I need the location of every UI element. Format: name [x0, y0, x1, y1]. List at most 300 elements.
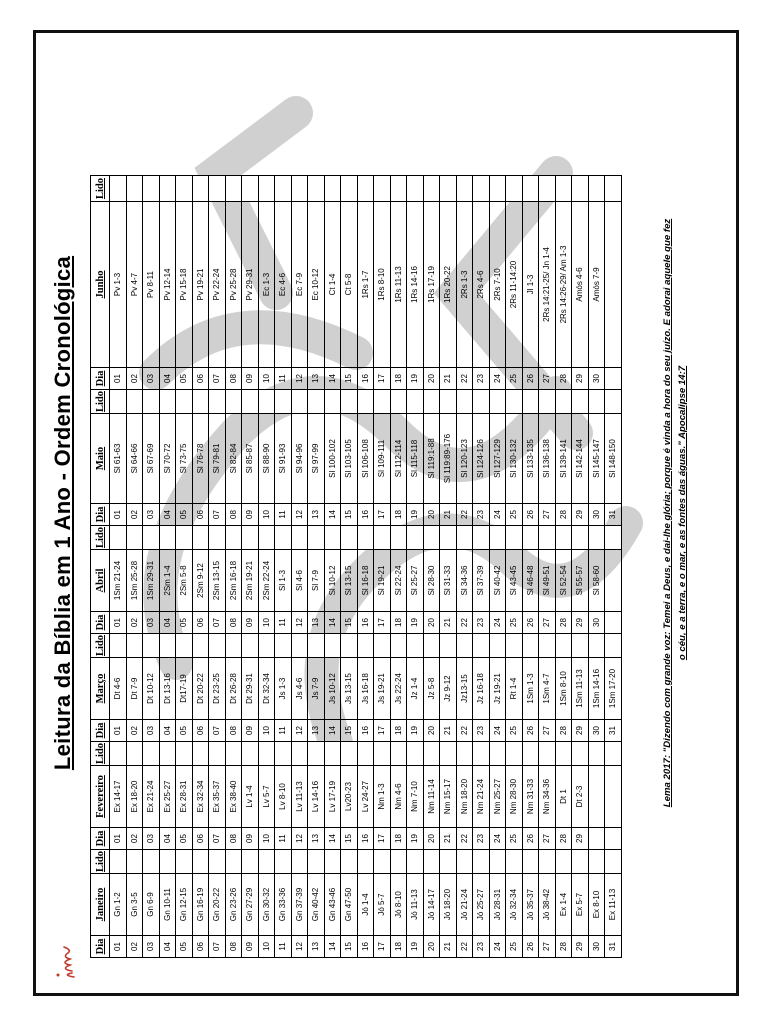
day-cell: 30 — [588, 368, 605, 390]
day-cell: 01 — [110, 720, 127, 742]
reading-cell: Pv 12-14 — [159, 202, 176, 368]
header-dia: Dia — [91, 612, 110, 634]
lido-checkbox[interactable] — [539, 742, 556, 766]
lido-checkbox[interactable] — [258, 176, 275, 202]
lido-checkbox[interactable] — [555, 526, 572, 550]
lido-checkbox[interactable] — [275, 634, 292, 658]
lido-checkbox[interactable] — [291, 634, 308, 658]
reading-cell: Jz 16-18 — [473, 658, 490, 720]
table-row — [324, 176, 341, 958]
lido-checkbox[interactable] — [258, 390, 275, 414]
lido-checkbox[interactable] — [539, 526, 556, 550]
reading-cell: Jó 18-20 — [440, 874, 457, 936]
lido-checkbox[interactable] — [473, 526, 490, 550]
lido-checkbox[interactable] — [456, 176, 473, 202]
reading-cell: Ex 14-17 — [110, 766, 127, 828]
lido-checkbox[interactable] — [506, 176, 523, 202]
day-cell: 14 — [324, 368, 341, 390]
day-cell: 29 — [572, 720, 589, 742]
lido-checkbox[interactable] — [539, 850, 556, 874]
lido-checkbox[interactable] — [308, 850, 325, 874]
lido-checkbox[interactable] — [605, 526, 622, 550]
day-cell: 08 — [225, 828, 242, 850]
lido-checkbox[interactable] — [324, 390, 341, 414]
lido-checkbox[interactable] — [242, 742, 259, 766]
day-cell: 23 — [473, 612, 490, 634]
day-cell: 25 — [506, 936, 523, 958]
lido-checkbox[interactable] — [539, 176, 556, 202]
reading-cell: Ct 5-8 — [341, 202, 358, 368]
reading-cell: Nm 21-24 — [473, 766, 490, 828]
lido-checkbox[interactable] — [456, 850, 473, 874]
lido-checkbox[interactable] — [555, 634, 572, 658]
lido-checkbox[interactable] — [242, 634, 259, 658]
lido-checkbox[interactable] — [423, 742, 440, 766]
lido-checkbox[interactable] — [374, 850, 391, 874]
reading-cell: Sl 34-36 — [456, 550, 473, 612]
lido-checkbox[interactable] — [588, 850, 605, 874]
lido-checkbox[interactable] — [143, 390, 160, 414]
lido-checkbox[interactable] — [258, 634, 275, 658]
lido-checkbox[interactable] — [407, 742, 424, 766]
lido-checkbox[interactable] — [374, 742, 391, 766]
lido-checkbox[interactable] — [605, 390, 622, 414]
lido-checkbox[interactable] — [324, 634, 341, 658]
lido-checkbox[interactable] — [176, 390, 193, 414]
day-cell: 18 — [390, 828, 407, 850]
day-cell: 12 — [291, 368, 308, 390]
reading-cell: Jl 1-3 — [522, 202, 539, 368]
lido-checkbox[interactable] — [407, 850, 424, 874]
lido-checkbox[interactable] — [291, 390, 308, 414]
lido-checkbox[interactable] — [390, 742, 407, 766]
lido-checkbox[interactable] — [440, 850, 457, 874]
reading-cell: Jz 9-12 — [440, 658, 457, 720]
lido-checkbox[interactable] — [242, 176, 259, 202]
reading-cell: Jó 32-34 — [506, 874, 523, 936]
day-cell: 11 — [275, 936, 292, 958]
lido-checkbox[interactable] — [357, 176, 374, 202]
day-cell: 15 — [341, 504, 358, 526]
day-cell: 16 — [357, 720, 374, 742]
reading-cell: Ec 10-12 — [308, 202, 325, 368]
lido-checkbox[interactable] — [473, 390, 490, 414]
lido-checkbox[interactable] — [423, 850, 440, 874]
lido-checkbox[interactable] — [390, 390, 407, 414]
table-row — [242, 176, 259, 958]
table-row — [357, 176, 374, 958]
reading-cell: Dt 26-28 — [225, 658, 242, 720]
lido-checkbox[interactable] — [506, 850, 523, 874]
reading-cell: Ex 11-13 — [605, 874, 622, 936]
lido-checkbox[interactable] — [341, 526, 358, 550]
lido-checkbox[interactable] — [192, 176, 209, 202]
lido-checkbox[interactable] — [555, 390, 572, 414]
reading-cell: Jó 35-37 — [522, 874, 539, 936]
header-month: Fevereiro — [91, 766, 110, 828]
lido-checkbox[interactable] — [110, 526, 127, 550]
lido-checkbox[interactable] — [159, 390, 176, 414]
lido-checkbox[interactable] — [374, 526, 391, 550]
day-cell: 09 — [242, 504, 259, 526]
lido-checkbox[interactable] — [440, 634, 457, 658]
lido-checkbox[interactable] — [473, 742, 490, 766]
lido-checkbox[interactable] — [572, 634, 589, 658]
reading-cell: Sl 46-48 — [522, 550, 539, 612]
lido-checkbox[interactable] — [489, 390, 506, 414]
lido-checkbox[interactable] — [192, 390, 209, 414]
reading-cell: Sl 7-9 — [308, 550, 325, 612]
lido-checkbox[interactable] — [572, 742, 589, 766]
lido-checkbox[interactable] — [192, 526, 209, 550]
lido-checkbox[interactable] — [572, 526, 589, 550]
lido-checkbox[interactable] — [275, 850, 292, 874]
lido-checkbox[interactable] — [506, 526, 523, 550]
day-cell: 15 — [341, 612, 358, 634]
lido-checkbox[interactable] — [390, 526, 407, 550]
lido-checkbox[interactable] — [572, 176, 589, 202]
day-cell: 25 — [506, 720, 523, 742]
day-cell: 15 — [341, 368, 358, 390]
lido-checkbox[interactable] — [555, 176, 572, 202]
lido-checkbox[interactable] — [605, 634, 622, 658]
lido-checkbox[interactable] — [225, 390, 242, 414]
reading-cell: Lv 1-4 — [242, 766, 259, 828]
table-body — [110, 176, 622, 958]
lido-checkbox[interactable] — [605, 742, 622, 766]
reading-plan-table — [90, 175, 622, 958]
lido-checkbox[interactable] — [489, 176, 506, 202]
lido-checkbox[interactable] — [522, 176, 539, 202]
lido-checkbox[interactable] — [225, 176, 242, 202]
lido-checkbox[interactable] — [209, 526, 226, 550]
lido-checkbox[interactable] — [308, 526, 325, 550]
reading-cell: Sl 127-129 — [489, 414, 506, 504]
lido-checkbox[interactable] — [159, 634, 176, 658]
lido-checkbox[interactable] — [456, 390, 473, 414]
day-cell: 06 — [192, 828, 209, 850]
day-cell: 28 — [555, 720, 572, 742]
lido-checkbox[interactable] — [176, 526, 193, 550]
lido-checkbox[interactable] — [440, 390, 457, 414]
lido-checkbox[interactable] — [143, 850, 160, 874]
lido-checkbox[interactable] — [357, 850, 374, 874]
lido-checkbox[interactable] — [357, 526, 374, 550]
lido-checkbox[interactable] — [456, 526, 473, 550]
day-cell: 26 — [522, 612, 539, 634]
table-row — [192, 176, 209, 958]
lido-checkbox[interactable] — [275, 742, 292, 766]
reading-cell: 2Sm 19-21 — [242, 550, 259, 612]
lido-checkbox[interactable] — [374, 390, 391, 414]
lido-checkbox[interactable] — [390, 850, 407, 874]
lido-checkbox[interactable] — [176, 634, 193, 658]
lido-checkbox[interactable] — [110, 176, 127, 202]
lido-checkbox[interactable] — [192, 850, 209, 874]
lido-checkbox[interactable] — [258, 850, 275, 874]
lido-checkbox[interactable] — [407, 526, 424, 550]
lido-checkbox[interactable] — [473, 176, 490, 202]
reading-cell: Ex 18-20 — [126, 766, 143, 828]
reading-cell: Ex 5-7 — [572, 874, 589, 936]
lido-checkbox[interactable] — [506, 634, 523, 658]
lido-checkbox[interactable] — [126, 176, 143, 202]
lido-checkbox[interactable] — [374, 634, 391, 658]
table-row — [291, 176, 308, 958]
table-row — [258, 176, 275, 958]
reading-cell: Dt 32-34 — [258, 658, 275, 720]
lido-checkbox[interactable] — [390, 176, 407, 202]
reading-cell: 1Rs 11-13 — [390, 202, 407, 368]
lido-checkbox[interactable] — [423, 634, 440, 658]
day-cell: 14 — [324, 828, 341, 850]
reading-cell: Ex 25-27 — [159, 766, 176, 828]
day-cell: 07 — [209, 612, 226, 634]
reading-cell: Nm 7-10 — [407, 766, 424, 828]
lido-checkbox[interactable] — [324, 526, 341, 550]
day-cell: 02 — [126, 936, 143, 958]
lido-checkbox[interactable] — [357, 742, 374, 766]
lido-checkbox[interactable] — [159, 526, 176, 550]
day-cell: 20 — [423, 368, 440, 390]
lido-checkbox[interactable] — [588, 742, 605, 766]
lido-checkbox[interactable] — [291, 850, 308, 874]
lido-checkbox[interactable] — [440, 526, 457, 550]
day-cell: 18 — [390, 612, 407, 634]
header-lido: Lido — [91, 176, 110, 202]
day-cell: 25 — [506, 504, 523, 526]
reading-cell: Amós 7-9 — [588, 202, 605, 368]
reading-cell: Ex 35-37 — [209, 766, 226, 828]
lido-checkbox[interactable] — [324, 176, 341, 202]
lido-checkbox[interactable] — [423, 526, 440, 550]
reading-cell: 1Sm 25-28 — [126, 550, 143, 612]
lido-checkbox[interactable] — [506, 742, 523, 766]
day-cell: 23 — [473, 828, 490, 850]
lido-checkbox[interactable] — [588, 390, 605, 414]
lido-checkbox[interactable] — [176, 742, 193, 766]
lido-checkbox[interactable] — [242, 526, 259, 550]
lido-checkbox[interactable] — [275, 176, 292, 202]
lido-checkbox[interactable] — [176, 176, 193, 202]
lido-checkbox[interactable] — [588, 176, 605, 202]
lido-checkbox[interactable] — [489, 526, 506, 550]
lido-checkbox[interactable] — [143, 634, 160, 658]
reading-cell: Sl 22-24 — [390, 550, 407, 612]
lido-checkbox[interactable] — [522, 390, 539, 414]
lido-checkbox[interactable] — [110, 850, 127, 874]
lido-checkbox[interactable] — [192, 742, 209, 766]
lido-checkbox[interactable] — [209, 390, 226, 414]
lido-checkbox[interactable] — [192, 634, 209, 658]
lido-checkbox[interactable] — [209, 850, 226, 874]
reading-cell: 1Sm 4-7 — [539, 658, 556, 720]
day-cell: 14 — [324, 504, 341, 526]
reading-cell: Sl 73-75 — [176, 414, 193, 504]
lido-checkbox[interactable] — [143, 526, 160, 550]
lido-checkbox[interactable] — [522, 634, 539, 658]
reading-cell: 2Rs 1-3 — [456, 202, 473, 368]
lido-checkbox[interactable] — [605, 176, 622, 202]
reading-cell: 2Sm 5-8 — [176, 550, 193, 612]
day-cell: 20 — [423, 828, 440, 850]
lido-checkbox[interactable] — [143, 742, 160, 766]
lido-checkbox[interactable] — [456, 742, 473, 766]
reading-cell: 2Sm 13-15 — [209, 550, 226, 612]
lido-checkbox[interactable] — [456, 634, 473, 658]
lido-checkbox[interactable] — [357, 634, 374, 658]
day-cell: 04 — [159, 504, 176, 526]
lido-checkbox[interactable] — [572, 850, 589, 874]
reading-cell: Sl 142-144 — [572, 414, 589, 504]
lido-checkbox[interactable] — [522, 742, 539, 766]
reading-cell: Sl 16-18 — [357, 550, 374, 612]
lido-checkbox[interactable] — [258, 742, 275, 766]
reading-cell: Pv 4-7 — [126, 202, 143, 368]
table-row — [126, 176, 143, 958]
lido-checkbox[interactable] — [506, 390, 523, 414]
lido-checkbox[interactable] — [110, 390, 127, 414]
lido-checkbox[interactable] — [308, 634, 325, 658]
lido-checkbox[interactable] — [440, 176, 457, 202]
lido-checkbox[interactable] — [308, 742, 325, 766]
lido-checkbox[interactable] — [341, 390, 358, 414]
day-cell: 23 — [473, 368, 490, 390]
lido-checkbox[interactable] — [225, 526, 242, 550]
lido-checkbox[interactable] — [159, 742, 176, 766]
lido-checkbox[interactable] — [374, 176, 391, 202]
lido-checkbox[interactable] — [291, 742, 308, 766]
lido-checkbox[interactable] — [209, 176, 226, 202]
lido-checkbox[interactable] — [275, 390, 292, 414]
lido-checkbox[interactable] — [539, 390, 556, 414]
lido-checkbox[interactable] — [110, 742, 127, 766]
lido-checkbox[interactable] — [390, 634, 407, 658]
lido-checkbox[interactable] — [110, 634, 127, 658]
reading-cell: Jz 5-8 — [423, 658, 440, 720]
day-cell: 08 — [225, 612, 242, 634]
reading-cell: Sl 61-63 — [110, 414, 127, 504]
reading-cell: Gn 40-42 — [308, 874, 325, 936]
reading-cell: Js 16-18 — [357, 658, 374, 720]
lido-checkbox[interactable] — [489, 850, 506, 874]
lido-checkbox[interactable] — [275, 526, 292, 550]
lido-checkbox[interactable] — [324, 742, 341, 766]
lido-checkbox[interactable] — [555, 850, 572, 874]
lido-checkbox[interactable] — [291, 526, 308, 550]
lido-checkbox[interactable] — [522, 526, 539, 550]
lido-checkbox[interactable] — [291, 176, 308, 202]
day-cell: 15 — [341, 720, 358, 742]
reading-cell: Sl 91-93 — [275, 414, 292, 504]
reading-cell: Dt 7-9 — [126, 658, 143, 720]
lido-checkbox[interactable] — [341, 634, 358, 658]
lido-checkbox[interactable] — [588, 526, 605, 550]
reading-cell: Sl 43-45 — [506, 550, 523, 612]
lido-checkbox[interactable] — [555, 742, 572, 766]
lido-checkbox[interactable] — [407, 390, 424, 414]
lido-checkbox[interactable] — [126, 390, 143, 414]
reading-cell: Sl 40-42 — [489, 550, 506, 612]
lido-checkbox[interactable] — [324, 850, 341, 874]
day-cell: 13 — [308, 504, 325, 526]
lido-checkbox[interactable] — [159, 850, 176, 874]
lido-checkbox[interactable] — [126, 526, 143, 550]
lido-checkbox[interactable] — [473, 850, 490, 874]
lido-checkbox[interactable] — [489, 634, 506, 658]
lido-checkbox[interactable] — [489, 742, 506, 766]
reading-cell: Gn 12-15 — [176, 874, 193, 936]
lido-checkbox[interactable] — [258, 526, 275, 550]
reading-cell: Pv 22-24 — [209, 202, 226, 368]
reading-cell: 1Sm 14-16 — [588, 658, 605, 720]
lido-checkbox[interactable] — [440, 742, 457, 766]
lido-checkbox[interactable] — [143, 176, 160, 202]
lido-checkbox[interactable] — [341, 176, 358, 202]
reading-cell: 1Sm 17-20 — [605, 658, 622, 720]
reading-cell: Pv 8-11 — [143, 202, 160, 368]
lido-checkbox[interactable] — [159, 176, 176, 202]
lido-checkbox[interactable] — [308, 390, 325, 414]
lido-checkbox[interactable] — [126, 742, 143, 766]
lido-checkbox[interactable] — [126, 634, 143, 658]
day-cell: 26 — [522, 936, 539, 958]
lido-checkbox[interactable] — [225, 850, 242, 874]
reading-cell — [605, 766, 622, 828]
lido-checkbox[interactable] — [539, 634, 556, 658]
lido-checkbox[interactable] — [605, 850, 622, 874]
reading-cell: 2Sm 22-24 — [258, 550, 275, 612]
table-row — [308, 176, 325, 958]
lido-checkbox[interactable] — [572, 390, 589, 414]
day-cell: 24 — [489, 504, 506, 526]
reading-cell: Sl 133-135 — [522, 414, 539, 504]
lido-checkbox[interactable] — [473, 634, 490, 658]
lido-checkbox[interactable] — [308, 176, 325, 202]
lido-checkbox[interactable] — [242, 390, 259, 414]
reading-cell: Jó 21-24 — [456, 874, 473, 936]
lido-checkbox[interactable] — [341, 742, 358, 766]
lido-checkbox[interactable] — [341, 850, 358, 874]
lido-checkbox[interactable] — [209, 742, 226, 766]
reading-cell: Jó 5-7 — [374, 874, 391, 936]
reading-cell: Sl 148-150 — [605, 414, 622, 504]
lido-checkbox[interactable] — [225, 634, 242, 658]
lido-checkbox[interactable] — [176, 850, 193, 874]
lido-checkbox[interactable] — [522, 850, 539, 874]
lido-checkbox[interactable] — [423, 390, 440, 414]
lido-checkbox[interactable] — [588, 634, 605, 658]
lido-checkbox[interactable] — [407, 634, 424, 658]
lido-checkbox[interactable] — [225, 742, 242, 766]
lido-checkbox[interactable] — [407, 176, 424, 202]
lido-checkbox[interactable] — [126, 850, 143, 874]
day-cell: 17 — [374, 612, 391, 634]
lido-checkbox[interactable] — [242, 850, 259, 874]
day-cell: 04 — [159, 936, 176, 958]
day-cell: 24 — [489, 720, 506, 742]
lido-checkbox[interactable] — [357, 390, 374, 414]
day-cell: 10 — [258, 504, 275, 526]
table-row — [555, 176, 572, 958]
reading-cell: Gn 30-32 — [258, 874, 275, 936]
reading-cell: Dt 2-3 — [572, 766, 589, 828]
lido-checkbox[interactable] — [423, 176, 440, 202]
reading-cell: Gn 27-29 — [242, 874, 259, 936]
lido-checkbox[interactable] — [209, 634, 226, 658]
reading-cell: Lv 5-7 — [258, 766, 275, 828]
day-cell: 05 — [176, 504, 193, 526]
